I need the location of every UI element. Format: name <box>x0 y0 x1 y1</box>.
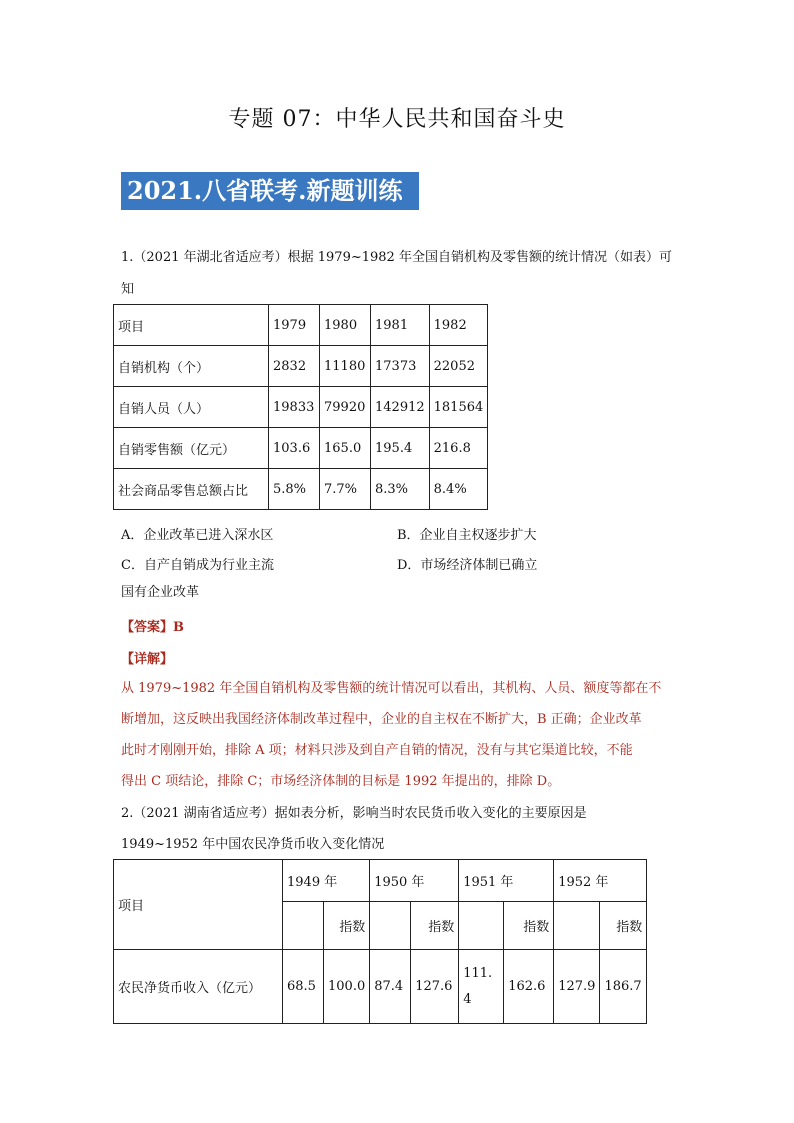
page-title: 专题 07：中华人民共和国奋斗史 <box>228 107 566 132</box>
table-cell: 1981 <box>371 305 430 346</box>
detail-line-2: 断增加，这反映出我国经济体制改革过程中，企业的自主权在不断扩大，B 正确；企业改革 <box>121 712 642 727</box>
detail-line-1: 从 1979~1982 年全国自销机构及零售额的统计情况可以看出，其机构、人员、额度等都在不 <box>121 681 662 696</box>
table-cell: 指数 <box>504 902 554 950</box>
table-cell: 1982 <box>429 305 488 346</box>
table-cell: 1951 年 <box>459 860 554 902</box>
table-cell: 5.8% <box>269 469 320 510</box>
table-cell: 79920 <box>320 387 371 428</box>
q2-table-caption: 1949~1952 年中国农民净货币收入变化情况 <box>121 837 385 852</box>
table-cell: 186.7 <box>600 950 647 1024</box>
table-cell: 指数 <box>600 902 647 950</box>
option-c: C．自产自销成为行业主流 <box>121 558 274 573</box>
q2-table <box>113 859 647 1024</box>
table-cell: 自销零售额（亿元） <box>114 428 269 469</box>
table-cell: 87.4 <box>370 950 411 1024</box>
q1-table <box>113 304 488 510</box>
table-cell: 111.4 <box>459 950 504 1024</box>
answer-label: 【答案】 <box>121 620 174 635</box>
table-cell <box>459 902 504 950</box>
table-cell <box>370 902 411 950</box>
q2-stem: 2.（2021 湖南省适应考）据如表分析，影响当时农民货币收入变化的主要原因是 <box>121 806 587 821</box>
table-cell <box>283 902 324 950</box>
q1-stem-line2: 知 <box>121 282 135 297</box>
table-cell: 22052 <box>429 346 488 387</box>
table-cell: 社会商品零售总额占比 <box>114 469 269 510</box>
table-cell: 127.6 <box>411 950 459 1024</box>
detail-label: 【详解】 <box>121 652 174 667</box>
table-cell: 165.0 <box>320 428 371 469</box>
table-cell: 162.6 <box>504 950 554 1024</box>
table-cell: 农民净货币收入（亿元） <box>114 950 283 1024</box>
table-cell: 19833 <box>269 387 320 428</box>
table-cell: 指数 <box>324 902 370 950</box>
table-cell: 100.0 <box>324 950 370 1024</box>
q1-extra-note: 国有企业改革 <box>121 585 200 600</box>
table-cell: 68.5 <box>283 950 324 1024</box>
table-cell: 2832 <box>269 346 320 387</box>
table-cell: 1949 年 <box>283 860 370 902</box>
table-cell: 指数 <box>411 902 459 950</box>
table-row <box>114 469 488 510</box>
table-cell: 7.7% <box>320 469 371 510</box>
table-cell: 项目 <box>114 305 269 346</box>
table-cell: 8.3% <box>371 469 430 510</box>
option-a: A．企业改革已进入深水区 <box>121 528 274 543</box>
answer-line <box>121 616 184 635</box>
table-row <box>114 387 488 428</box>
table-row <box>114 346 488 387</box>
table-cell: 195.4 <box>371 428 430 469</box>
table-cell: 103.6 <box>269 428 320 469</box>
table-cell: 自销人员（人） <box>114 387 269 428</box>
answer-value: B <box>173 620 185 635</box>
table-cell: 17373 <box>371 346 430 387</box>
detail-line-4: 得出 C 项结论，排除 C；市场经济体制的目标是 1992 年提出的，排除 D。 <box>121 774 561 789</box>
table-cell: 1952 年 <box>554 860 647 902</box>
table-cell: 1950 年 <box>370 860 459 902</box>
table-cell <box>554 902 600 950</box>
table-cell: 8.4% <box>429 469 488 510</box>
table-cell: 自销机构（个） <box>114 346 269 387</box>
table-row <box>114 305 488 346</box>
detail-line-3: 此时才刚刚开始，排除 A 项；材料只涉及到自产自销的情况，没有与其它渠道比较，不能 <box>121 743 633 758</box>
table-cell: 142912 <box>371 387 430 428</box>
table-cell: 216.8 <box>429 428 488 469</box>
table-row <box>114 950 647 1024</box>
table-row <box>114 860 647 902</box>
table-cell: 127.9 <box>554 950 600 1024</box>
table-cell: 1979 <box>269 305 320 346</box>
table-cell: 项目 <box>114 860 283 950</box>
q1-stem-line1: 1.（2021 年湖北省适应考）根据 1979~1982 年全国自销机构及零售额的统计情况（如表）可 <box>121 250 672 265</box>
option-d: D．市场经济体制已确立 <box>397 558 538 573</box>
section-banner: 2021.八省联考.新题训练 <box>121 172 419 210</box>
table-cell: 181564 <box>429 387 488 428</box>
option-b: B．企业自主权逐步扩大 <box>397 528 537 543</box>
table-cell: 1980 <box>320 305 371 346</box>
table-cell: 11180 <box>320 346 371 387</box>
table-row <box>114 428 488 469</box>
